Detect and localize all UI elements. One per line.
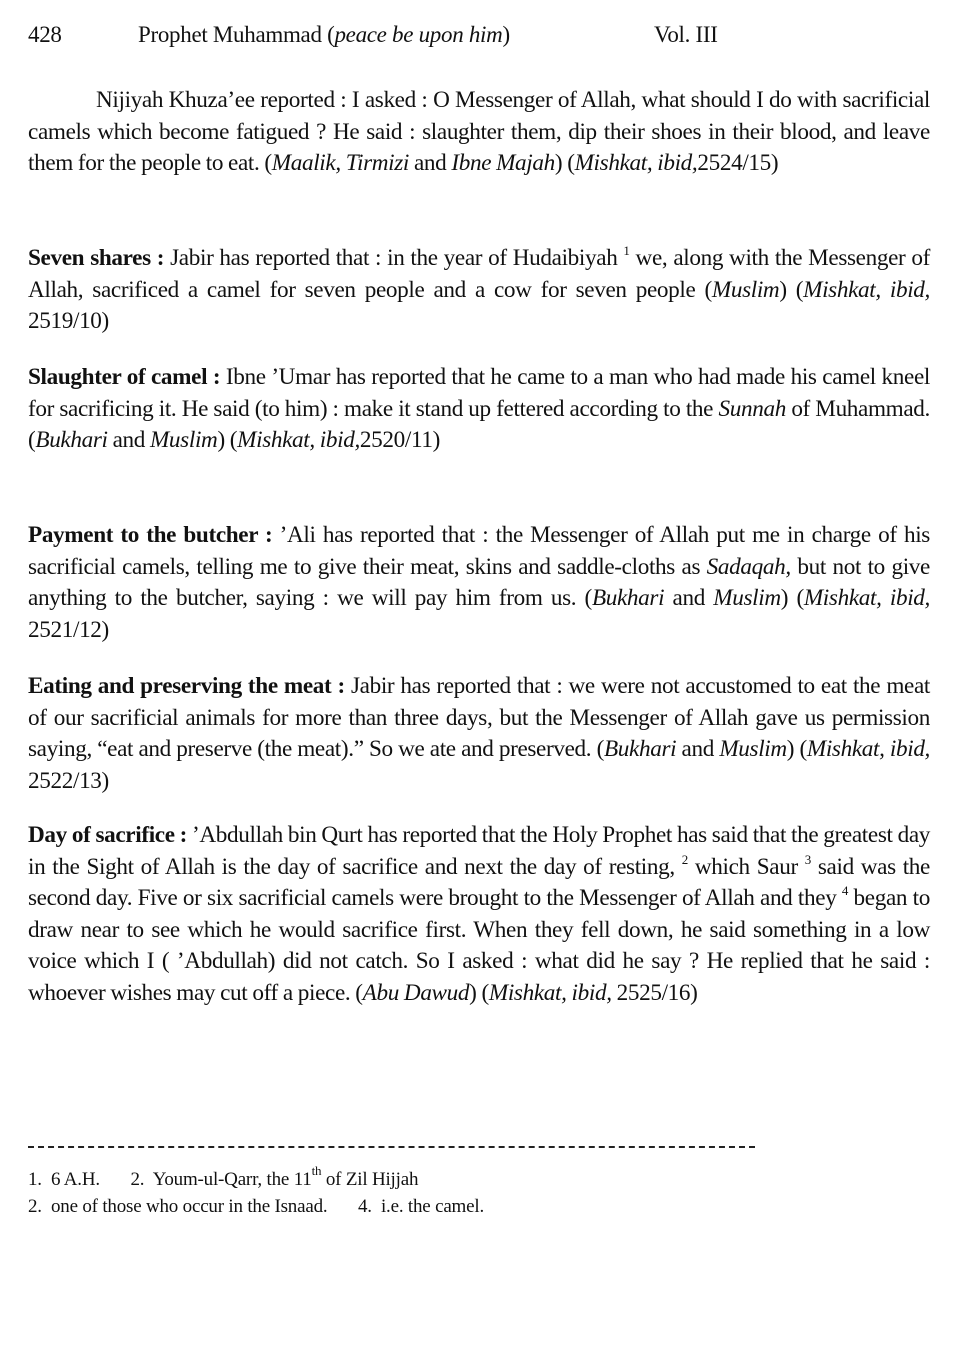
section-heading: Eating and preserving the meat : bbox=[28, 673, 345, 699]
italic-citation: Mishkat, ibid, bbox=[803, 585, 930, 611]
body-text: 2521/12) bbox=[28, 616, 109, 643]
body-text: began to draw near to see which he would sacrifice first. When they fell down, he said something in a low voice which I ( ’Abdullah) did not catch. So I asked : what did he say ? He replied that he said : whoever wishes may cut off a piece. ( bbox=[28, 885, 930, 1006]
italic-citation: Abu Dawud bbox=[362, 979, 470, 1006]
body-text: ) ( bbox=[786, 736, 807, 762]
italic-citation: Ibne Majah bbox=[451, 150, 555, 176]
body-text: ) ( bbox=[780, 585, 804, 611]
body-text: Nijiyah Khuza’ee reported : I asked : O Messenger of Allah, what should I do with sacrificial camels which become fatigued ? He said : slaughter them, dip their shoes in their blood, and leave them for the people to eat. ( bbox=[28, 87, 930, 176]
footnote-line-2 bbox=[28, 1193, 484, 1220]
body-text: Jabir has reported that : we were not accustomed to eat the meat of our sacrificial animals for more than three days, but the Messenger of Allah gave us permission saying, “eat and preserve (the meat).” So we ate and preserved. ( bbox=[28, 673, 930, 762]
paragraph-payment-to-butcher bbox=[28, 520, 930, 646]
footnote-1: 1. 6 A.H. bbox=[28, 1169, 100, 1190]
italic-citation: Muslim bbox=[713, 585, 781, 611]
paragraph-slaughter-of-camel bbox=[28, 362, 930, 457]
italic-citation: Maalik, Tirmizi bbox=[271, 150, 410, 176]
italic-citation: Mishkat, ibid, bbox=[806, 736, 931, 762]
body-text: 2524/15) bbox=[697, 150, 779, 176]
body-text: 2520/11) bbox=[359, 427, 440, 453]
footnote-2: 2. Youm-ul-Qarr, the 11th of Zil Hijjah bbox=[130, 1163, 419, 1190]
body-text: said was the second day. Five or six sacrificial camels were brought to the Messenger of Allah and they bbox=[28, 853, 930, 911]
section-heading: Day of sacrifice : bbox=[28, 822, 188, 848]
italic-citation: Mishkat, ibid, bbox=[488, 979, 612, 1006]
italic-citation: Bukhari bbox=[35, 427, 108, 453]
italic-citation: Muslim bbox=[711, 276, 780, 303]
footnote-reference: 2 bbox=[681, 851, 688, 867]
book-title-honorific: peace be upon him bbox=[334, 22, 503, 47]
body-text: and bbox=[107, 427, 150, 453]
body-text: 2522/13) bbox=[28, 767, 109, 794]
body-text: but not to give anything to the butcher, saying : we will pay him from us. ( bbox=[28, 553, 930, 611]
italic-citation: Mishkat, ibid, bbox=[574, 150, 698, 176]
body-text: ) ( bbox=[779, 276, 804, 303]
footnote-reference: 4 bbox=[841, 883, 849, 898]
body-text: ) ( bbox=[469, 979, 489, 1006]
body-text: 2525/16) bbox=[611, 979, 698, 1006]
page-number: 428 bbox=[28, 22, 62, 47]
body-text: Jabir has reported that : in the year of Hudaibiyah bbox=[164, 245, 624, 271]
italic-citation: Bukhari bbox=[591, 585, 665, 611]
body-text: and bbox=[664, 585, 714, 611]
body-text: of Muhammad. ( bbox=[28, 395, 930, 453]
book-title: Prophet Muhammad (peace be upon him) bbox=[138, 22, 510, 47]
footnote-line-1 bbox=[28, 1163, 484, 1193]
paragraph-seven-shares bbox=[28, 243, 930, 338]
italic-citation: Bukhari bbox=[603, 736, 677, 762]
footnote-3: 2. one of those who occur in the Isnaad. bbox=[28, 1196, 328, 1217]
body-text: which Saur bbox=[687, 853, 805, 880]
italic-citation: Mishkat, ibid, bbox=[237, 427, 360, 453]
body-text: and bbox=[409, 150, 452, 176]
footnote-reference: 1 bbox=[623, 243, 630, 258]
italic-citation: Sadaqah, bbox=[706, 553, 791, 580]
italic-citation: Sunnah bbox=[718, 395, 786, 422]
body-text: we, along with the Messenger of Allah, sacrificed a camel for seven people and a cow for seven people ( bbox=[28, 245, 931, 303]
body-text: and bbox=[676, 736, 720, 762]
footnote-reference: 3 bbox=[804, 851, 811, 867]
paragraph-fatigued-camels bbox=[28, 85, 930, 180]
section-heading: Slaughter of camel : bbox=[28, 364, 221, 390]
italic-citation: Muslim bbox=[719, 736, 787, 762]
footnotes bbox=[28, 1163, 484, 1220]
paragraph-eating-preserving-meat bbox=[28, 671, 930, 797]
section-heading: Payment to the butcher : bbox=[28, 522, 273, 548]
body-text: ’Abdullah bin Qurt has reported that the Holy Prophet has said that the greatest day in the Sight of Allah is the day of sacrifice and next the day of resting, bbox=[28, 822, 931, 880]
footnote-4: 4. i.e. the camel. bbox=[358, 1196, 484, 1217]
body-text: ) ( bbox=[554, 150, 575, 176]
footnote-divider bbox=[28, 1146, 755, 1148]
paragraph-day-of-sacrifice bbox=[28, 820, 930, 1009]
italic-citation: Muslim bbox=[149, 427, 218, 453]
body-text: Ibne ’Umar has reported that he came to a man who had made his camel kneel for sacrificing it. He said (to him) : make it stand up fettered according to the bbox=[28, 364, 930, 422]
section-heading: Seven shares : bbox=[28, 245, 165, 271]
body-text: 2519/10) bbox=[28, 308, 109, 334]
volume-label: Vol. III bbox=[654, 22, 718, 47]
italic-citation: Mishkat, ibid, bbox=[803, 276, 930, 303]
body-text: ) ( bbox=[217, 427, 238, 453]
body-text: ’Ali has reported that : the Messenger of Allah put me in charge of his sacrificial camels, telling me to give their meat, skins and saddle-cloths as bbox=[28, 522, 930, 580]
